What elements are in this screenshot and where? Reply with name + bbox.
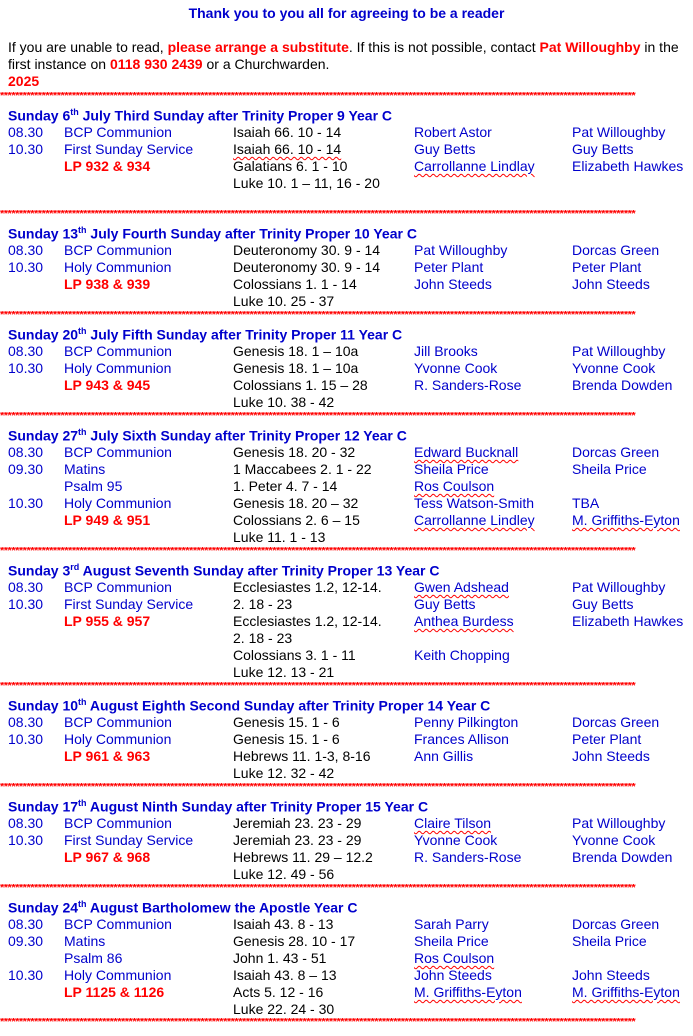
service-time: 10.30 <box>8 731 44 747</box>
service-row <box>0 765 693 782</box>
service-name: BCP Communion <box>64 714 172 730</box>
contact-phone: 0118 930 2439 <box>109 56 203 72</box>
reader-one: Ann Gillis <box>414 748 474 764</box>
sunday-heading <box>8 326 402 343</box>
service-row <box>0 664 693 681</box>
service-row <box>0 984 693 1001</box>
reader-two: John Steeds <box>572 748 650 764</box>
reading: John 1. 43 - 51 <box>233 950 327 966</box>
service-time: 09.30 <box>8 461 44 477</box>
service-name: LP 932 & 934 <box>64 158 151 174</box>
reading: Colossians 3. 1 - 11 <box>233 647 356 663</box>
service-name: LP 943 & 945 <box>64 377 151 393</box>
service-row <box>0 950 693 967</box>
reader-two: Brenda Dowden <box>572 849 673 865</box>
sunday-heading <box>8 427 407 444</box>
reader-one: Ros Coulson <box>414 950 495 966</box>
sunday-heading <box>8 225 417 242</box>
reader-one: Guy Betts <box>414 596 476 612</box>
reading: Luke 10. 1 – 11, 16 - 20 <box>233 175 380 191</box>
intro-text: in the first instance on <box>8 39 679 72</box>
service-time: 08.30 <box>8 444 44 460</box>
reader-one: Tess Watson-Smith <box>414 495 535 511</box>
sunday-heading-date: Sunday 13 <box>8 225 79 242</box>
sunday-heading <box>8 697 490 714</box>
reader-one: Anthea Burdess <box>414 613 514 629</box>
reading: Hebrews 11. 29 – 12.2 <box>233 849 373 865</box>
reading: Isaiah 66. 10 - 14 <box>233 124 342 140</box>
page-title: Thank you to you all for agreeing to be a reader <box>188 5 505 21</box>
sunday-heading-date: Sunday 3 <box>8 562 71 579</box>
reading: 2. 18 - 23 <box>233 630 293 646</box>
service-row <box>0 242 693 259</box>
reader-one: R. Sanders-Rose <box>414 377 522 393</box>
intro-text: If you are unable to read, <box>8 39 168 55</box>
reading: Colossians 1. 1 - 14 <box>233 276 357 292</box>
intro-paragraph <box>8 39 688 73</box>
service-name: LP 938 & 939 <box>64 276 151 292</box>
service-name: First Sunday Service <box>64 141 194 157</box>
reader-one: Gwen Adshead <box>414 579 509 595</box>
reading: Deuteronomy 30. 9 - 14 <box>233 259 381 275</box>
reader-two: Elizabeth Hawkes <box>572 158 684 174</box>
sunday-heading-ordinal: th <box>78 427 87 437</box>
reader-two: Dorcas Green <box>572 916 660 932</box>
reading: Luke 10. 38 - 42 <box>233 394 335 410</box>
sunday-heading-title: July Sixth Sunday after Trinity Proper 12 Year C <box>86 427 407 444</box>
service-row <box>0 377 693 394</box>
service-row <box>0 444 693 461</box>
reader-two: Dorcas Green <box>572 242 660 258</box>
service-name: LP 961 & 963 <box>64 748 151 764</box>
separator-line: ************************************************************************************************************************************************************************ <box>0 1018 636 1026</box>
reading: Colossians 1. 15 – 28 <box>233 377 368 393</box>
service-row <box>0 175 693 192</box>
service-name: Holy Communion <box>64 259 172 275</box>
reading: Colossians 2. 6 – 15 <box>233 512 360 528</box>
separator-line: ************************************************************************************************************************************************************************ <box>0 682 636 690</box>
reader-two: Elizabeth Hawkes <box>572 613 684 629</box>
service-row <box>0 512 693 529</box>
reading: Isaiah 43. 8 – 13 <box>233 967 337 983</box>
reading: Luke 11. 1 - 13 <box>233 529 326 545</box>
reader-two: Yvonne Cook <box>572 360 656 376</box>
service-time: 10.30 <box>8 832 44 848</box>
reader-one: Yvonne Cook <box>414 360 498 376</box>
reading: Luke 10. 25 - 37 <box>233 293 335 309</box>
service-name: Matins <box>64 461 106 477</box>
reader-one: Peter Plant <box>414 259 484 275</box>
service-row <box>0 1001 693 1018</box>
reader-one: Keith Chopping <box>414 647 510 663</box>
reader-one: Frances Allison <box>414 731 509 747</box>
service-row <box>0 849 693 866</box>
reader-one: Penny Pilkington <box>414 714 519 730</box>
service-row <box>0 276 693 293</box>
sunday-heading-date: Sunday 27 <box>8 427 79 444</box>
reading: Genesis 18. 1 – 10a <box>233 360 359 376</box>
service-name: BCP Communion <box>64 343 172 359</box>
service-row <box>0 815 693 832</box>
separator-line: ************************************************************************************************************************************************************************ <box>0 92 636 100</box>
reader-two: John Steeds <box>572 967 650 983</box>
service-time: 10.30 <box>8 967 44 983</box>
service-row <box>0 748 693 765</box>
service-time: 08.30 <box>8 815 44 831</box>
reader-two: TBA <box>572 495 600 511</box>
service-name: LP 967 & 968 <box>64 849 151 865</box>
reader-two: Dorcas Green <box>572 444 660 460</box>
reader-two: M. Griffiths-Eyton <box>572 984 680 1000</box>
year-label: 2025 <box>8 73 40 89</box>
service-name: BCP Communion <box>64 242 172 258</box>
sunday-heading <box>8 798 428 815</box>
service-row <box>0 731 693 748</box>
service-name: BCP Communion <box>64 916 172 932</box>
service-row <box>0 596 693 613</box>
intro-text: . If this is not possible, contact <box>348 39 540 55</box>
service-time: 10.30 <box>8 360 44 376</box>
service-row <box>0 916 693 933</box>
reader-two: Brenda Dowden <box>572 377 673 393</box>
reader-two: Sheila Price <box>572 933 647 949</box>
service-time: 10.30 <box>8 259 44 275</box>
service-row <box>0 141 693 158</box>
service-row <box>0 478 693 495</box>
service-name: First Sunday Service <box>64 596 194 612</box>
sunday-heading <box>8 899 358 916</box>
sunday-heading-date: Sunday 24 <box>8 899 79 916</box>
reader-two: Peter Plant <box>572 731 642 747</box>
sunday-heading-ordinal: th <box>70 107 79 117</box>
reader-one: Yvonne Cook <box>414 832 498 848</box>
reader-one: Ros Coulson <box>414 478 495 494</box>
reader-two: Guy Betts <box>572 596 634 612</box>
reader-two: Pat Willoughby <box>572 124 666 140</box>
separator-line: ************************************************************************************************************************************************************************ <box>0 884 636 892</box>
reader-one: Carrollanne Lindley <box>414 512 535 528</box>
service-name: Psalm 86 <box>64 950 123 966</box>
service-name: LP 949 & 951 <box>64 512 151 528</box>
reader-one: Claire Tilson <box>414 815 492 831</box>
reading: Acts 5. 12 - 16 <box>233 984 324 1000</box>
service-time: 08.30 <box>8 714 44 730</box>
service-row <box>0 259 693 276</box>
reader-one: Sheila Price <box>414 933 489 949</box>
service-time: 08.30 <box>8 343 44 359</box>
service-row <box>0 647 693 664</box>
reading: Genesis 18. 20 - 32 <box>233 444 356 460</box>
reader-one: M. Griffiths-Eyton <box>414 984 522 1000</box>
service-name: Holy Communion <box>64 967 172 983</box>
reading: Genesis 18. 1 – 10a <box>233 343 359 359</box>
reading: Genesis 28. 10 - 17 <box>233 933 356 949</box>
service-time: 10.30 <box>8 141 44 157</box>
service-name: BCP Communion <box>64 124 172 140</box>
separator-line: ************************************************************************************************************************************************************************ <box>0 311 636 319</box>
reader-two: John Steeds <box>572 276 650 292</box>
separator-line: ************************************************************************************************************************************************************************ <box>0 412 636 420</box>
sunday-heading-date: Sunday 10 <box>8 697 79 714</box>
reading: Luke 12. 32 - 42 <box>233 765 335 781</box>
service-row <box>0 933 693 950</box>
service-row <box>0 124 693 141</box>
sunday-heading-title: August Ninth Sunday after Trinity Proper 15 Year C <box>86 798 429 815</box>
service-row <box>0 866 693 883</box>
separator-line: ************************************************************************************************************************************************************************ <box>0 783 636 791</box>
sunday-heading-ordinal: th <box>78 697 87 707</box>
intro-emphasis: please arrange a substitute <box>167 39 349 55</box>
service-name: Holy Communion <box>64 360 172 376</box>
sunday-heading-title: August Seventh Sunday after Trinity Proper 13 Year C <box>79 562 440 579</box>
reading: Luke 12. 13 - 21 <box>233 664 335 680</box>
sunday-heading-date: Sunday 17 <box>8 798 79 815</box>
reading: Jeremiah 23. 23 - 29 <box>233 815 362 831</box>
reading: Luke 22. 24 - 30 <box>233 1001 335 1017</box>
reader-one: Sheila Price <box>414 461 489 477</box>
reading: 2. 18 - 23 <box>233 596 293 612</box>
reader-two: Pat Willoughby <box>572 579 666 595</box>
reading: Jeremiah 23. 23 - 29 <box>233 832 362 848</box>
service-time: 10.30 <box>8 596 44 612</box>
reader-two: Peter Plant <box>572 259 642 275</box>
service-row <box>0 630 693 647</box>
contact-name: Pat Willoughby <box>539 39 641 55</box>
service-row <box>0 967 693 984</box>
reader-one: Sarah Parry <box>414 916 489 932</box>
sunday-heading-title: August Eighth Second Sunday after Trinity Proper 14 Year C <box>86 697 491 714</box>
intro-text: or a Churchwarden. <box>202 56 330 72</box>
sunday-heading-ordinal: th <box>78 798 87 808</box>
service-row <box>0 461 693 478</box>
service-name: Matins <box>64 933 106 949</box>
reader-one: R. Sanders-Rose <box>414 849 522 865</box>
reading: Ecclesiastes 1.2, 12-14. <box>233 579 382 595</box>
service-name: LP 955 & 957 <box>64 613 151 629</box>
separator-line: ************************************************************************************************************************************************************************ <box>0 210 636 218</box>
sunday-heading <box>8 107 392 124</box>
reader-one: Guy Betts <box>414 141 476 157</box>
sunday-heading-title: July Third Sunday after Trinity Proper 9 Year C <box>78 107 393 124</box>
service-row <box>0 394 693 411</box>
reader-two: Guy Betts <box>572 141 634 157</box>
reader-one: Robert Astor <box>414 124 492 140</box>
service-time: 08.30 <box>8 916 44 932</box>
service-row <box>0 158 693 175</box>
service-row <box>0 293 693 310</box>
service-row <box>0 343 693 360</box>
separator-line: ************************************************************************************************************************************************************************ <box>0 547 636 555</box>
reading: Genesis 15. 1 - 6 <box>233 714 340 730</box>
reader-one: John Steeds <box>414 967 492 983</box>
service-row <box>0 832 693 849</box>
service-time: 09.30 <box>8 933 44 949</box>
sunday-heading-title: July Fourth Sunday after Trinity Proper 10 Year C <box>86 225 417 242</box>
service-time: 08.30 <box>8 124 44 140</box>
reading: Genesis 18. 20 – 32 <box>233 495 359 511</box>
reader-two: Yvonne Cook <box>572 832 656 848</box>
reader-two: Sheila Price <box>572 461 647 477</box>
reading: Ecclesiastes 1.2, 12-14. <box>233 613 382 629</box>
sunday-heading-title: July Fifth Sunday after Trinity Proper 11 Year C <box>86 326 403 343</box>
service-row <box>0 579 693 596</box>
service-row <box>0 495 693 512</box>
service-name: BCP Communion <box>64 815 172 831</box>
service-row <box>0 360 693 377</box>
service-time: 10.30 <box>8 495 44 511</box>
reader-two: Pat Willoughby <box>572 815 666 831</box>
sunday-heading-date: Sunday 20 <box>8 326 79 343</box>
service-name: Holy Communion <box>64 731 172 747</box>
reader-one: Carrollanne Lindlay <box>414 158 535 174</box>
service-name: Psalm 95 <box>64 478 123 494</box>
reading: Genesis 15. 1 - 6 <box>233 731 340 747</box>
reader-one: John Steeds <box>414 276 492 292</box>
service-name: BCP Communion <box>64 444 172 460</box>
service-name: Holy Communion <box>64 495 172 511</box>
service-name: BCP Communion <box>64 579 172 595</box>
reader-one: Edward Bucknall <box>414 444 519 460</box>
service-row <box>0 714 693 731</box>
reader-one: Pat Willoughby <box>414 242 508 258</box>
sunday-heading-title: August Bartholomew the Apostle Year C <box>86 899 358 916</box>
reading: Isaiah 66. 10 - 14 <box>233 141 342 157</box>
reading: Isaiah 43. 8 - 13 <box>233 916 334 932</box>
sunday-heading-ordinal: th <box>78 225 87 235</box>
reading: Galatians 6. 1 - 10 <box>233 158 348 174</box>
reading: Deuteronomy 30. 9 - 14 <box>233 242 381 258</box>
reader-two: Dorcas Green <box>572 714 660 730</box>
sunday-heading-ordinal: th <box>78 326 87 336</box>
reader-one: Jill Brooks <box>414 343 478 359</box>
sunday-heading-date: Sunday 6 <box>8 107 71 124</box>
reading: Luke 12. 49 - 56 <box>233 866 335 882</box>
reading: 1. Peter 4. 7 - 14 <box>233 478 338 494</box>
reading: Hebrews 11. 1-3, 8-16 <box>233 748 371 764</box>
service-row <box>0 529 693 546</box>
sunday-heading <box>8 562 439 579</box>
reader-two: Pat Willoughby <box>572 343 666 359</box>
reading: 1 Maccabees 2. 1 - 22 <box>233 461 372 477</box>
service-time: 08.30 <box>8 579 44 595</box>
reader-two: M. Griffiths-Eyton <box>572 512 680 528</box>
service-name: LP 1125 & 1126 <box>64 984 165 1000</box>
sunday-heading-ordinal: rd <box>70 562 80 572</box>
service-time: 08.30 <box>8 242 44 258</box>
sunday-heading-ordinal: th <box>78 899 87 909</box>
service-row <box>0 613 693 630</box>
service-name: First Sunday Service <box>64 832 194 848</box>
